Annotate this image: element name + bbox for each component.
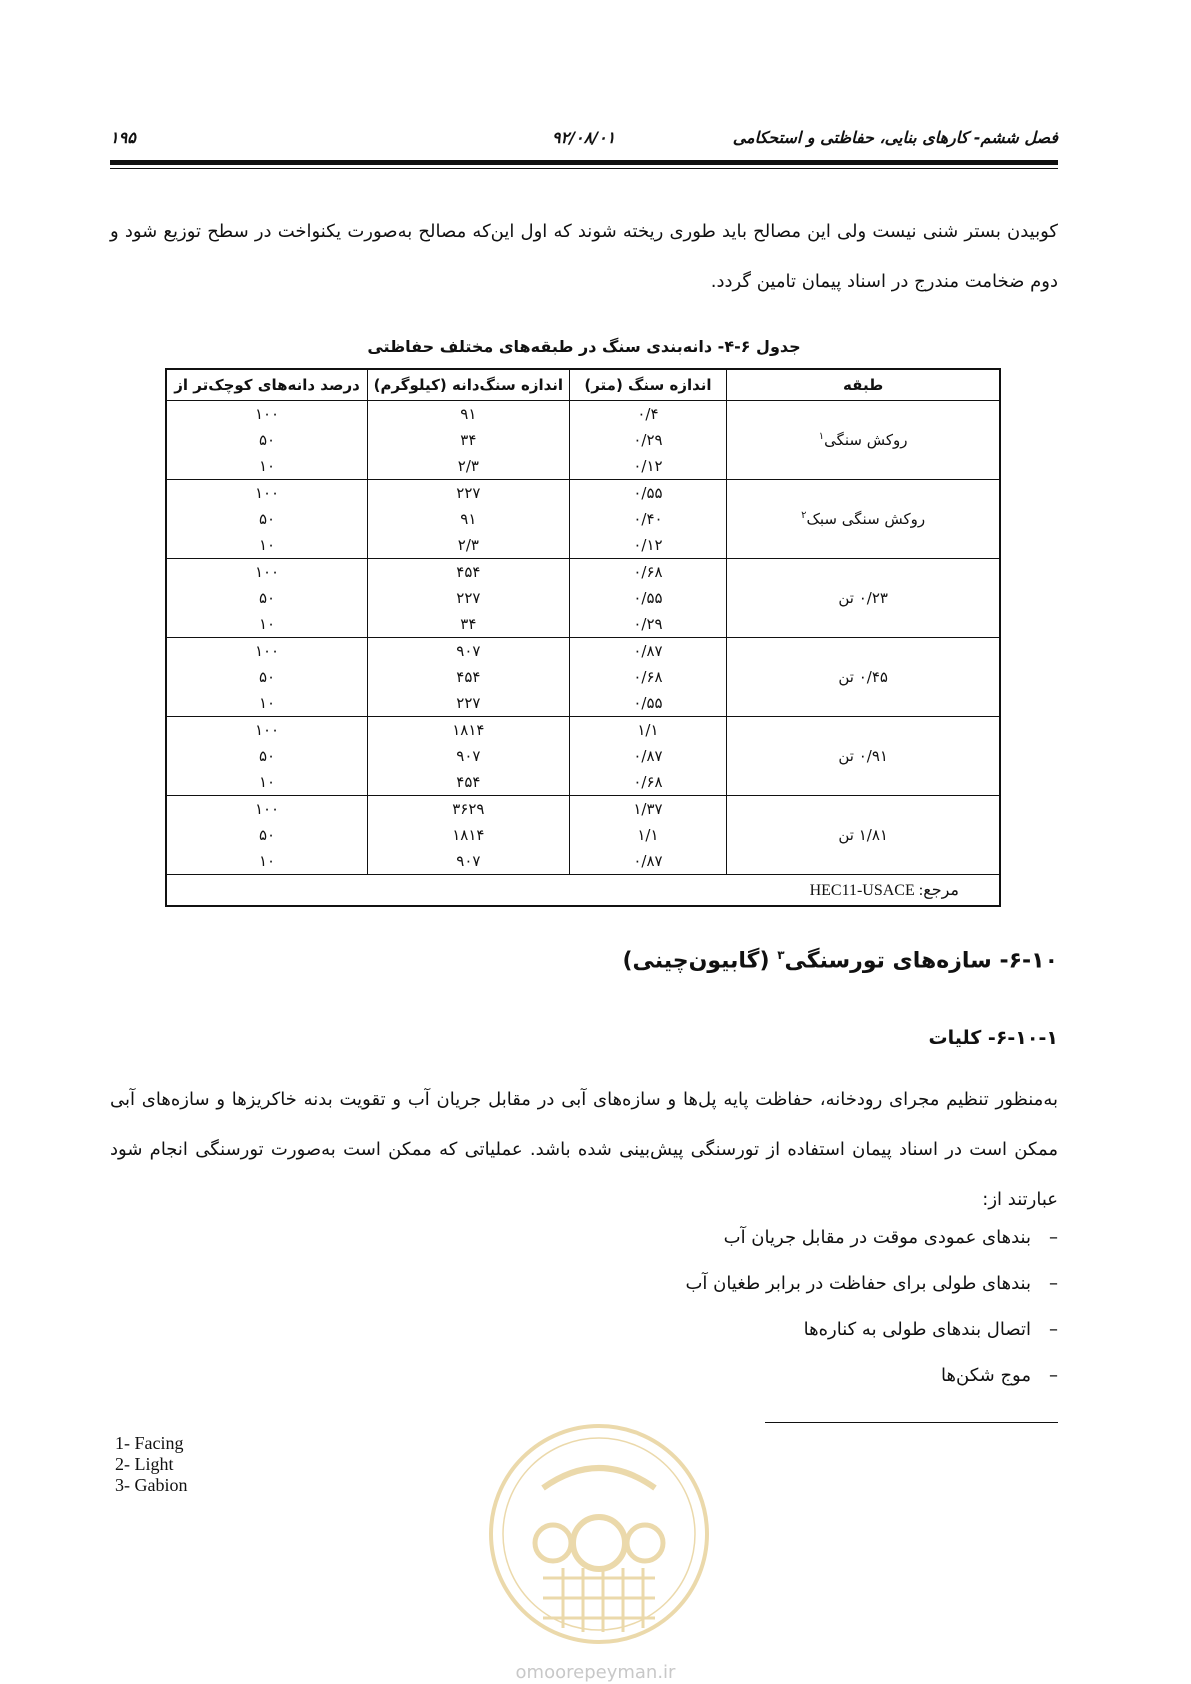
percent-finer-cell: ۱۰ xyxy=(166,611,368,638)
percent-finer-cell: ۱۰۰ xyxy=(166,796,368,823)
body-paragraph: به‌منظور تنظیم مجرای رودخانه، حفاظت پایه پل‌ها و سازه‌های آبی در مقابل جریان آب و تقویت بدنه خاکریزها و سازه‌های آبی ممکن است در اسناد پیمان استفاده از تورسنگی پیش‌بینی شده باشد. عملیاتی که ممکن است به‌صورت تورسنگی انجام شود عبارتند از: xyxy=(110,1089,1058,1210)
col-header-percent-finer: درصد دانه‌های کوچک‌تر از xyxy=(166,369,368,401)
watermark-seal-icon xyxy=(483,1418,715,1650)
percent-finer-cell: ۵۰ xyxy=(166,743,368,769)
header-rule-thin xyxy=(110,168,1058,169)
stone-weight-cell: ۹۰۷ xyxy=(368,638,570,665)
stone-weight-cell: ۹۰۷ xyxy=(368,848,570,875)
stone-size-cell: ۰/۸۷ xyxy=(569,743,727,769)
percent-finer-cell: ۵۰ xyxy=(166,664,368,690)
col-header-stone-weight: اندازه سنگ‌دانه (کیلوگرم) xyxy=(368,369,570,401)
stone-size-cell: ۰/۱۲ xyxy=(569,453,727,480)
stone-weight-cell: ۲۲۷ xyxy=(368,585,570,611)
stone-weight-cell: ۲/۳ xyxy=(368,532,570,559)
stone-size-cell: ۰/۵۵ xyxy=(569,690,727,717)
table-row xyxy=(166,480,1000,507)
stone-size-cell: ۰/۱۲ xyxy=(569,532,727,559)
stone-weight-cell: ۴۵۴ xyxy=(368,769,570,796)
stone-size-cell: ۰/۵۵ xyxy=(569,480,727,507)
percent-finer-cell: ۵۰ xyxy=(166,506,368,532)
stone-size-cell: ۰/۶۸ xyxy=(569,559,727,586)
stone-weight-cell: ۹۱ xyxy=(368,401,570,428)
footnote-ref: ۱ xyxy=(818,431,825,442)
stone-size-cell: ۱/۳۷ xyxy=(569,796,727,823)
stone-weight-cell: ۴۵۴ xyxy=(368,664,570,690)
percent-finer-cell: ۱۰ xyxy=(166,532,368,559)
stone-weight-cell: ۳۴ xyxy=(368,611,570,638)
footnotes xyxy=(115,1433,187,1496)
stone-weight-cell: ۹۰۷ xyxy=(368,743,570,769)
stone-size-cell: ۱/۱ xyxy=(569,822,727,848)
gradation-table xyxy=(165,368,1001,907)
operations-list xyxy=(685,1215,1058,1399)
chapter-title: فصل ششم- کارهای بنایی، حفاظتی و استحکامی xyxy=(732,128,1058,147)
stone-size-cell: ۰/۲۹ xyxy=(569,611,727,638)
class-cell: ۱/۸۱ تن xyxy=(727,796,1000,875)
percent-finer-cell: ۱۰۰ xyxy=(166,401,368,428)
stone-size-cell: ۰/۸۷ xyxy=(569,638,727,665)
class-cell: روکش سنگی$^۱$ xyxy=(727,401,1000,480)
reference-row xyxy=(166,875,1000,907)
page-header xyxy=(110,128,1058,160)
stone-weight-cell: ۱۸۱۴ xyxy=(368,717,570,744)
watermark-text: omoorepeyman.ir xyxy=(515,1662,676,1683)
footnote-ref: ۲ xyxy=(801,510,807,521)
percent-finer-cell: ۵۰ xyxy=(166,585,368,611)
table-row xyxy=(166,401,1000,428)
stone-size-cell: ۰/۶۸ xyxy=(569,664,727,690)
footnote-ref-3: ۳ xyxy=(777,948,785,962)
percent-finer-cell: ۵۰ xyxy=(166,427,368,453)
percent-finer-cell: ۵۰ xyxy=(166,822,368,848)
subsection-heading: ۶-۱۰-۱- کلیات xyxy=(928,1027,1058,1049)
stone-weight-cell: ۱۸۱۴ xyxy=(368,822,570,848)
stone-weight-cell: ۳۴ xyxy=(368,427,570,453)
table-row xyxy=(166,796,1000,823)
stone-size-cell: ۰/۸۷ xyxy=(569,848,727,875)
stone-size-cell: ۰/۴۰ xyxy=(569,506,727,532)
stone-weight-cell: ۹۱ xyxy=(368,506,570,532)
list-item: –موج شکن‌ها xyxy=(941,1365,1058,1386)
stone-size-cell: ۰/۲۹ xyxy=(569,427,727,453)
class-cell: ۰/۴۵ تن xyxy=(727,638,1000,717)
footnote-3: 3- Gabion xyxy=(115,1475,188,1495)
table-header-row xyxy=(166,369,1000,401)
list-item: –اتصال بندهای طولی به کناره‌ها xyxy=(803,1319,1058,1340)
footnote-2: 2- Light xyxy=(115,1454,174,1474)
list-item: –بندهای عمودی موقت در مقابل جریان آب xyxy=(723,1227,1058,1248)
percent-finer-cell: ۱۰ xyxy=(166,848,368,875)
percent-finer-cell: ۱۰۰ xyxy=(166,559,368,586)
class-cell: روکش سنگی سبک$^۲$ xyxy=(727,480,1000,559)
percent-finer-cell: ۱۰۰ xyxy=(166,717,368,744)
footnote-1: 1- Facing xyxy=(115,1433,184,1453)
col-header-stone-size: اندازه سنگ (متر) xyxy=(569,369,727,401)
list-item: –بندهای طولی برای حفاظت در برابر طغیان آب xyxy=(685,1273,1058,1294)
footnote-separator xyxy=(765,1422,1058,1423)
stone-weight-cell: ۲/۳ xyxy=(368,453,570,480)
stone-weight-cell: ۲۲۷ xyxy=(368,480,570,507)
col-header-class: طبقه xyxy=(727,369,1000,401)
stone-size-cell: ۰/۴ xyxy=(569,401,727,428)
intro-paragraph: کوبیدن بستر شنی نیست ولی این مصالح باید طوری ریخته شوند که اول این‌که مصالح به‌صورت یکنواخت در سطح توزیع شود و دوم ضخامت مندرج در اسناد پیمان تامین گردد. xyxy=(110,221,1058,292)
stone-size-cell: ۰/۶۸ xyxy=(569,769,727,796)
stone-weight-cell: ۴۵۴ xyxy=(368,559,570,586)
stone-weight-cell: ۲۲۷ xyxy=(368,690,570,717)
percent-finer-cell: ۱۰۰ xyxy=(166,638,368,665)
class-cell: ۰/۹۱ تن xyxy=(727,717,1000,796)
percent-finer-cell: ۱۰ xyxy=(166,769,368,796)
page-number: ۱۹۵ xyxy=(110,128,136,147)
table-row xyxy=(166,559,1000,586)
header-date: ۹۲/۰۸/۰۱ xyxy=(552,128,616,147)
stone-size-cell: ۰/۵۵ xyxy=(569,585,727,611)
section-heading: ۶-۱۰- سازه‌های تورسنگی$^۳$ (گابیون‌چینی) xyxy=(622,948,1058,974)
percent-finer-cell: ۱۰۰ xyxy=(166,480,368,507)
stone-size-cell: ۱/۱ xyxy=(569,717,727,744)
percent-finer-cell: ۱۰ xyxy=(166,453,368,480)
percent-finer-cell: ۱۰ xyxy=(166,690,368,717)
stone-weight-cell: ۳۶۲۹ xyxy=(368,796,570,823)
header-rule-thick xyxy=(110,160,1058,165)
class-cell: ۰/۲۳ تن xyxy=(727,559,1000,638)
table-caption: جدول ۶-۴- دانه‌بندی سنگ در طبقه‌های مختلف حفاظتی xyxy=(367,337,801,356)
table-row xyxy=(166,717,1000,744)
table-reference: مرجع: HEC11-USACE xyxy=(166,875,1000,907)
table-row xyxy=(166,638,1000,665)
